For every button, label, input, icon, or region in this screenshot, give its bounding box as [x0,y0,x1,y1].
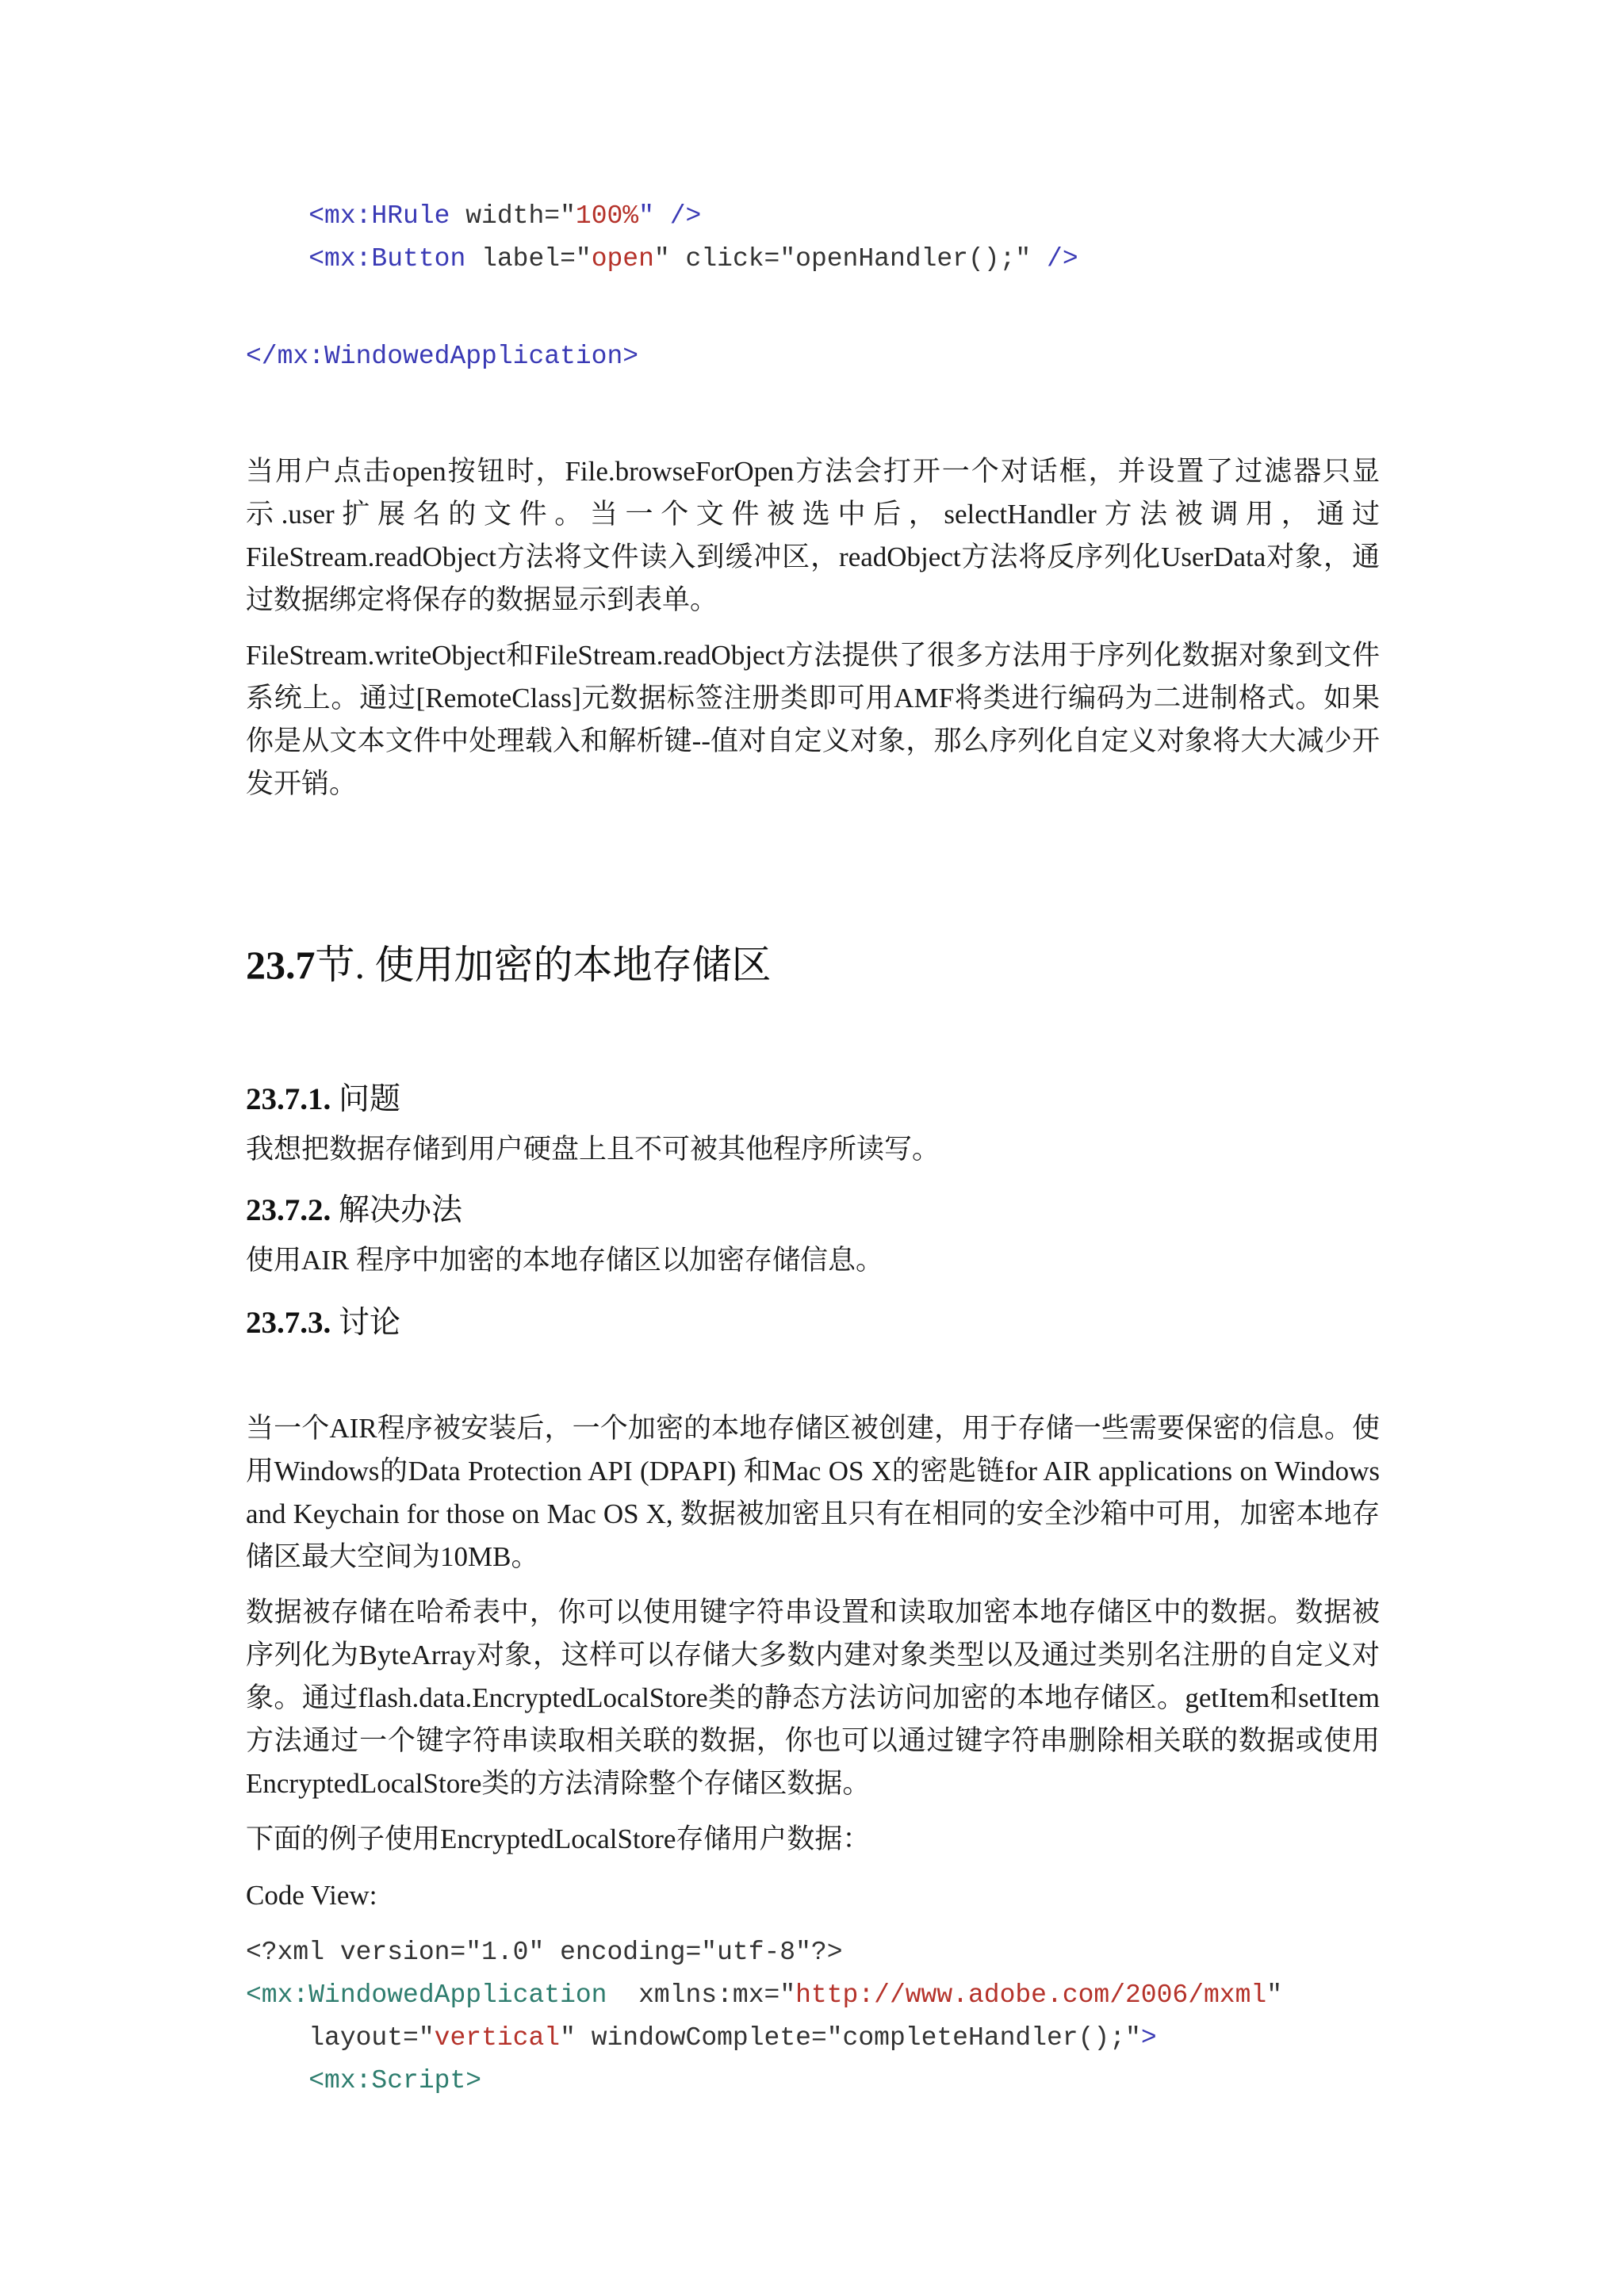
code-view-label: Code View: [246,1880,377,1911]
paragraph-2: FileStream.writeObject和FileStream.readObject方法提供了很多方法用于序列化数据对象到文件系统上。通过[RemoteClass]元数据标签注册类即可用AMF将类进行编码为二进制格式。如果你是从文本文件中处理载入和解析键--值对自定义对象，那么序列化自定义对象将大大减少开发开销。 [246,640,1380,799]
code-line-layout: layout="vertical" windowComplete="completeHandler();"> [308,2023,1157,2053]
code-line-hrule: <mx:HRule width="100%" /> [308,201,702,231]
paragraph-3: 当一个AIR程序被安装后，一个加密的本地存储区被创建，用于存储一些需要保密的信息。使用Windows的Data Protection API (DPAPI) 和Mac OS X的密匙链for AIR applications on Windows and Keychain for those on Mac OS X, 数据被加密且只有在相同的安全沙箱中可用，加密本地存储区最大空间为10MB。 [246,1413,1380,1572]
code-line-xml-decl: <?xml version="1.0" encoding="utf-8"?> [246,1938,843,1967]
subsection-heading-2: 23.7.2. 解决办法 [246,1193,463,1227]
subsection-body-2: 使用AIR 程序中加密的本地存储区以加密存储信息。 [246,1245,884,1276]
paragraph-5: 下面的例子使用EncryptedLocalStore存储用户数据： [246,1823,871,1854]
subsection-heading-1: 23.7.1. 问题 [246,1082,401,1116]
section-heading: 23.7节. 使用加密的本地存储区 [246,943,772,987]
paragraph-1: 当用户点击open按钮时，File.browseForOpen方法会打开一个对话框，并设置了过滤器只显示.user扩展名的文件。当一个文件被选中后，selectHandler方法被调用，通过FileStream.readObject方法将文件读入到缓冲区，readObject方法将反序列化UserData对象，通过数据绑定将保存的数据显示到表单。 [246,456,1380,615]
code-line-button: <mx:Button label="open" click="openHandler();" /> [308,244,1078,274]
code-line-close: </mx:WindowedApplication> [246,342,639,371]
subsection-heading-3: 23.7.3. 讨论 [246,1306,401,1340]
code-line-script: <mx:Script> [308,2066,482,2095]
code-line-windowed-app: <mx:WindowedApplication xmlns:mx="http://www.adobe.com/2006/mxml" [246,1980,1283,2010]
subsection-body-1: 我想把数据存储到用户硬盘上且不可被其他程序所读写。 [246,1134,940,1165]
code-tag: <mx:HRule [308,201,450,231]
paragraph-4: 数据被存储在哈希表中，你可以使用键字符串设置和读取加密本地存储区中的数据。数据被序列化为ByteArray对象，这样可以存储大多数内建对象类型以及通过类别名注册的自定义对象。通过flash.data.EncryptedLocalStore类的静态方法访问加密的本地存储区。getItem和setItem方法通过一个键字符串读取相关联的数据，你也可以通过键字符串删除相关联的数据或使用EncryptedLocalStore类的方法清除整个存储区数据。 [246,1597,1380,1799]
